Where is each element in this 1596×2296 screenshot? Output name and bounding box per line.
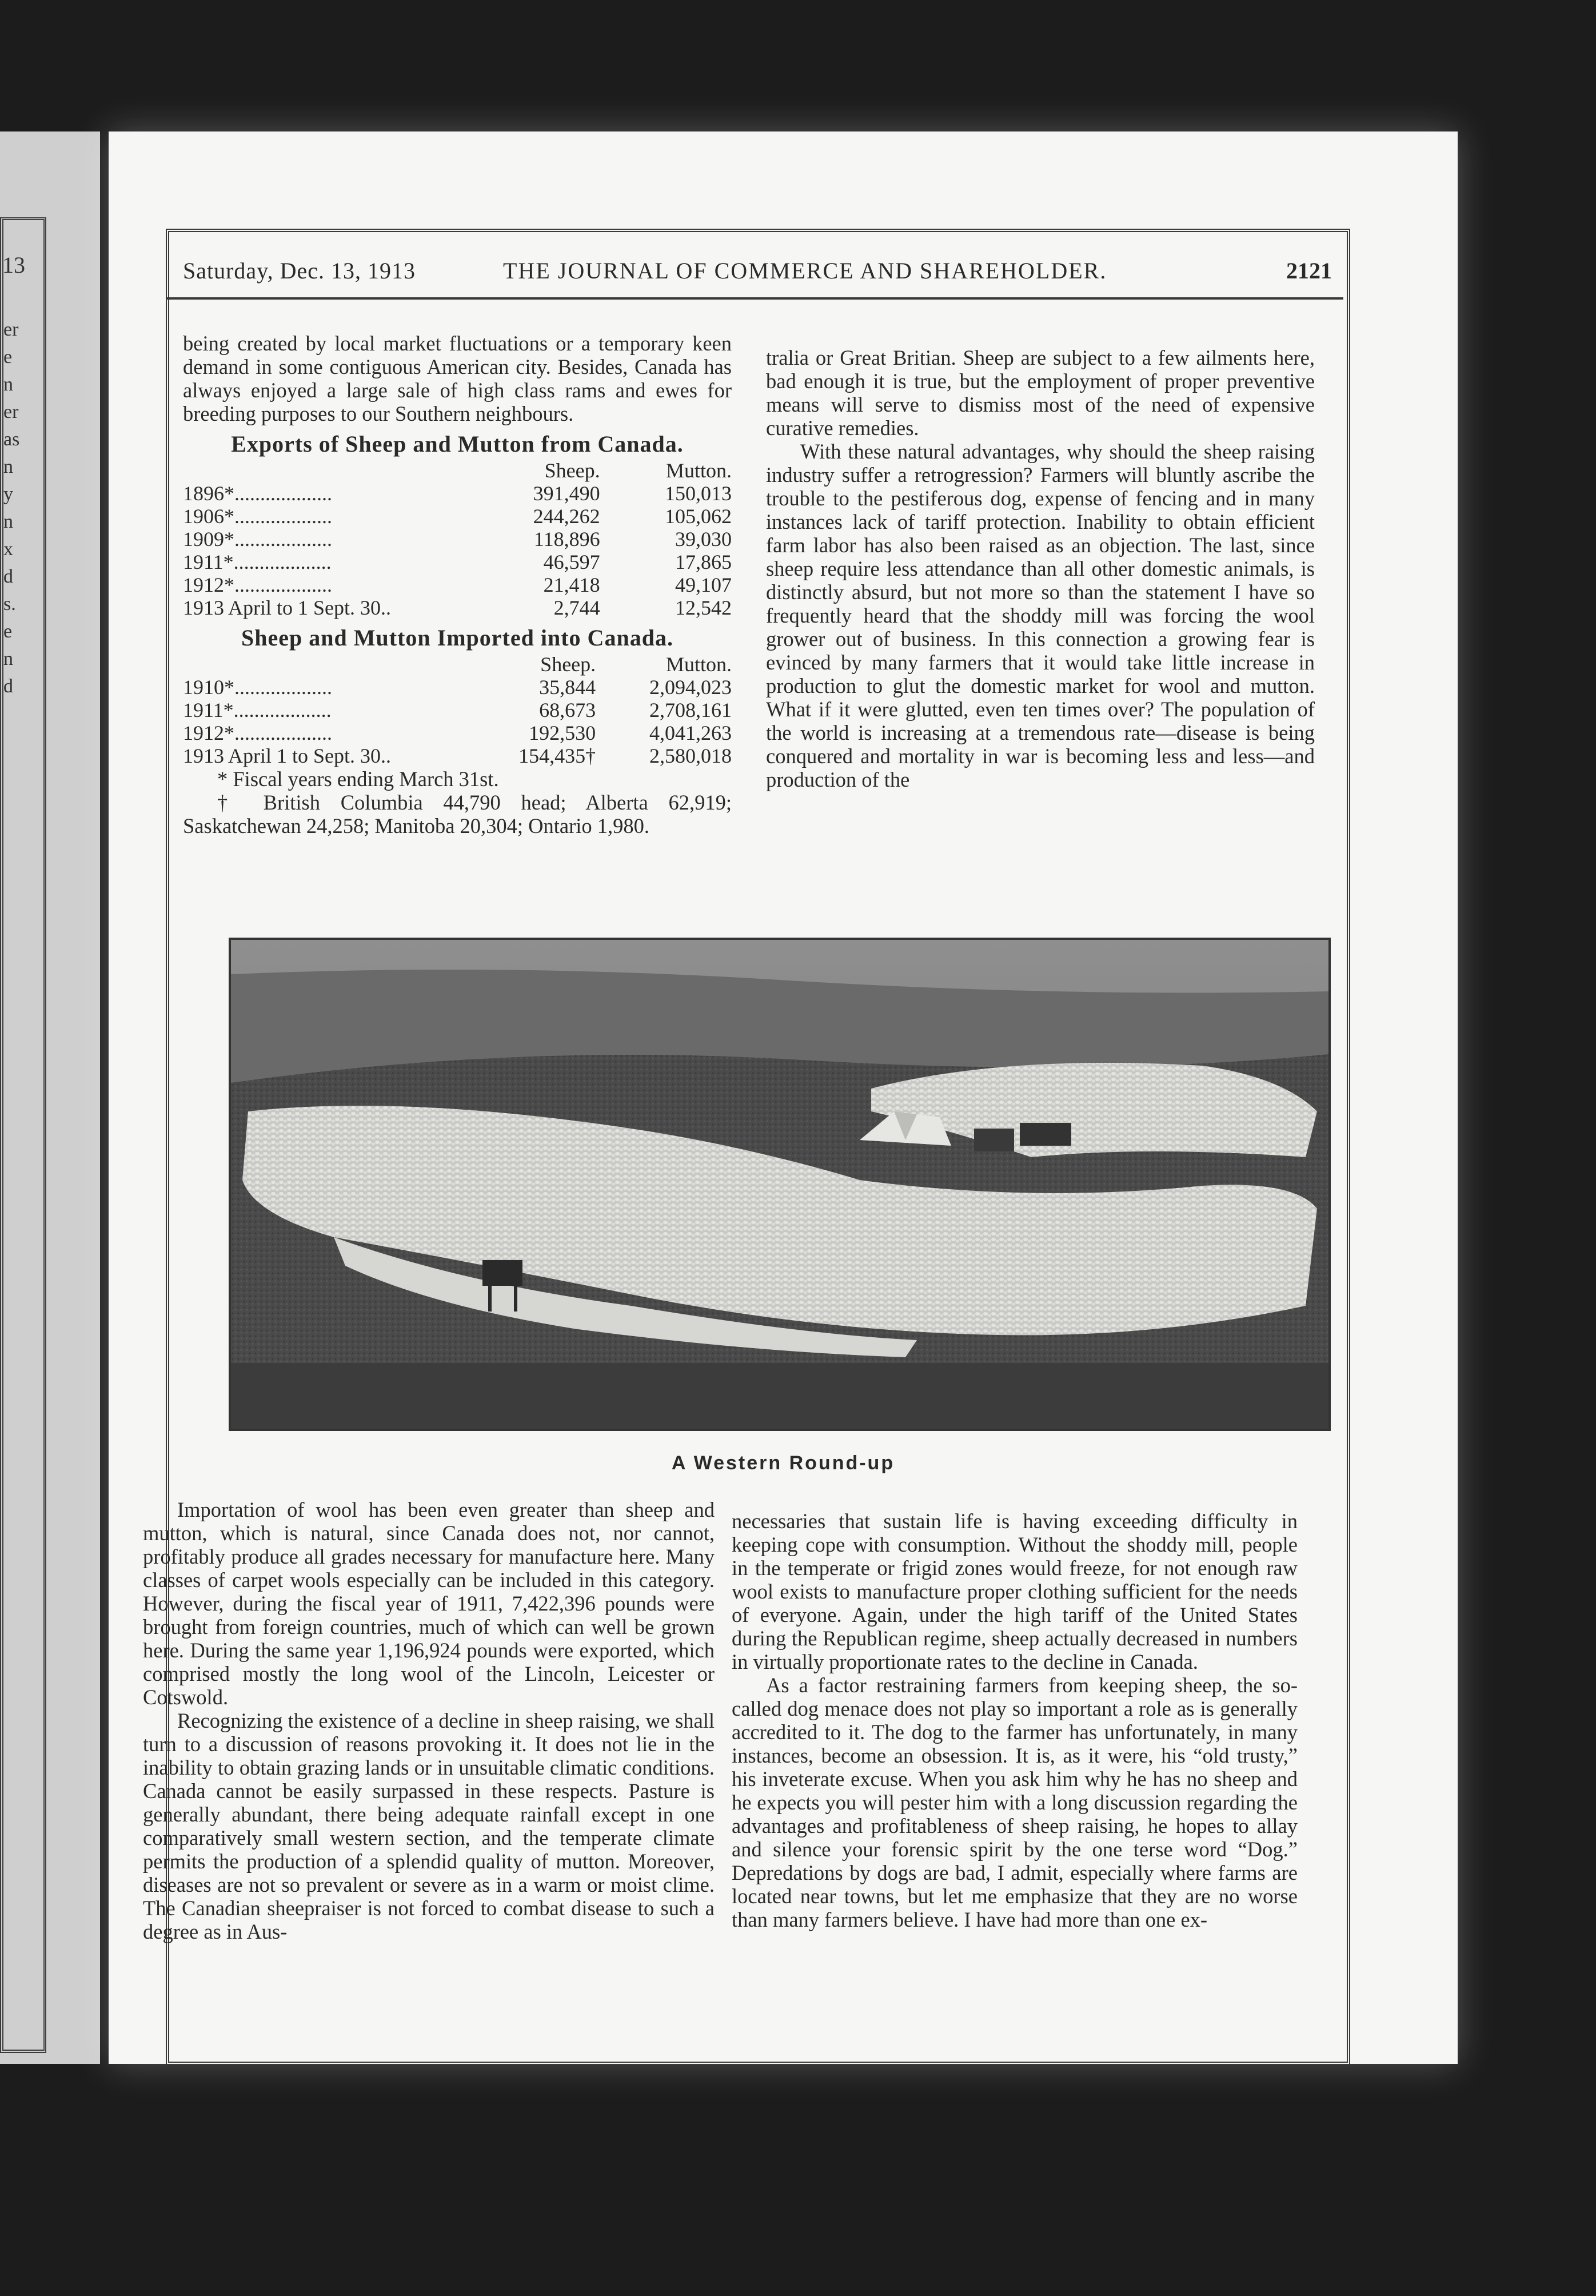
sheep-value: 244,262 bbox=[533, 505, 600, 528]
table-row bbox=[183, 505, 732, 528]
column-top-right bbox=[766, 346, 1315, 791]
running-header bbox=[177, 257, 1338, 292]
header-date: Saturday, Dec. 13, 1913 bbox=[183, 258, 416, 284]
table-row bbox=[183, 528, 732, 551]
mutton-value: 2,094,023 bbox=[649, 676, 732, 699]
text-fragment: s. bbox=[3, 593, 16, 615]
text-fragment: d bbox=[3, 676, 13, 697]
page-number: 2121 bbox=[1286, 258, 1332, 284]
mutton-value: 2,708,161 bbox=[649, 699, 732, 722]
mutton-value: 2,580,018 bbox=[649, 744, 732, 767]
row-label: 1912*................... bbox=[183, 573, 332, 596]
mutton-value: 17,865 bbox=[675, 551, 732, 573]
header-rule bbox=[166, 297, 1343, 300]
exports-table-title: Exports of Sheep and Mutton from Canada. bbox=[231, 431, 684, 457]
mutton-value: 105,062 bbox=[665, 505, 732, 528]
sheep-value: 46,597 bbox=[543, 551, 600, 573]
text-fragment: d bbox=[3, 566, 13, 587]
row-label: 1909*................... bbox=[183, 528, 332, 551]
column-header: Mutton. bbox=[665, 653, 732, 676]
figure-caption: A Western Round-up bbox=[671, 1452, 895, 1474]
mutton-value: 39,030 bbox=[675, 528, 732, 551]
journal-page bbox=[109, 131, 1458, 2064]
paragraph: With these natural advantages, why should the sheep raising industry suffer a retrogression? Farmers will bluntly ascribe the trouble to the pestiferous dog, expense of fencing and in many instances lack of tariff protection. Inability to obtain efficient farm labor has also been raised as an objection. The last, since sheep require less attendance than all other domestic animals, is distinctly absurd, but not more so than the statement I have so frequently heard that the shoddy mill was forcing the wool grower out of business. In this connection a growing fear is evinced by many farmers that it would take little increase in production to glut the domestic market for wool and mutton. What if it were glutted, even ten times over? The population of the world is increasing at a tremendous rate—disease is being conquered and mortality in war is becoming less and less—and production of the bbox=[766, 440, 1315, 791]
journal-title: THE JOURNAL OF COMMERCE AND SHAREHOLDER. bbox=[503, 258, 1107, 284]
facing-page-number: 13 bbox=[2, 252, 25, 278]
column-bottom-right bbox=[732, 1509, 1298, 1931]
table-header-row bbox=[183, 653, 732, 676]
table-row bbox=[183, 551, 732, 573]
table-row bbox=[183, 482, 732, 505]
sheep-value: 154,435† bbox=[518, 744, 596, 767]
column-header: Sheep. bbox=[544, 459, 600, 482]
column-top-left bbox=[183, 332, 732, 838]
column-bottom-left bbox=[143, 1498, 715, 1943]
column-header: Sheep. bbox=[540, 653, 596, 676]
text-fragment: n bbox=[3, 374, 13, 395]
text-fragment: n bbox=[3, 648, 13, 669]
sheep-value: 192,530 bbox=[529, 722, 596, 744]
flock-photograph bbox=[231, 940, 1328, 1429]
table-header-row bbox=[183, 459, 732, 482]
mutton-value: 49,107 bbox=[675, 573, 732, 596]
row-label: 1911*................... bbox=[183, 699, 332, 722]
table-row bbox=[183, 722, 732, 744]
text-fragment: e bbox=[3, 621, 13, 642]
paragraph: tralia or Great Britian. Sheep are subject to a few ailments here, bad enough it is true, but the employment of proper preventive means will serve to dismiss most of the need of expensive curative remedies. bbox=[766, 346, 1315, 440]
exports-table bbox=[183, 459, 732, 619]
table-row bbox=[183, 744, 732, 767]
sheep-value: 2,744 bbox=[553, 596, 600, 619]
imports-table-title: Sheep and Mutton Imported into Canada. bbox=[241, 625, 673, 651]
imports-table bbox=[183, 653, 732, 767]
row-label: 1906*................... bbox=[183, 505, 332, 528]
text-fragment: n bbox=[3, 511, 13, 532]
row-label: 1896*................... bbox=[183, 482, 332, 505]
text-fragment: n bbox=[3, 456, 13, 477]
text-fragment: er bbox=[3, 401, 19, 422]
footnote-provinces: † British Columbia 44,790 head; Alberta 62,919; Saskatchewan 24,258; Manitoba 20,304; Ontario 1,980. bbox=[183, 791, 732, 838]
text-fragment: e bbox=[3, 346, 13, 368]
intro-paragraph: being created by local market fluctuations or a temporary keen demand in some contiguous American city. Besides, Canada has always enjoyed a large sale of high class rams and ewes for breeding purposes to our Southern neighbours. bbox=[183, 332, 732, 425]
text-fragment: as bbox=[3, 429, 20, 450]
text-fragment: y bbox=[3, 484, 13, 505]
row-label: 1913 April to 1 Sept. 30.. bbox=[183, 596, 392, 619]
row-label: 1911*................... bbox=[183, 551, 332, 573]
facing-page bbox=[0, 131, 100, 2064]
mutton-value: 4,041,263 bbox=[649, 722, 732, 744]
mutton-value: 150,013 bbox=[665, 482, 732, 505]
paragraph: As a factor restraining farmers from keeping sheep, the so-called dog menace does not play so important a role as is generally accredited to it. The dog to the farmer has unfortunately, in many instances, become an obsession. It is, as it were, his “old trusty,” his inveterate excuse. When you ask him why he has no sheep and he expects you will pester him with a long discussion regarding the advantages and profitableness of sheep raising, he hopes to allay and silence your forensic spirit by the one terse word “Dog.” Depredations by dogs are bad, I admit, especially where farms are located near towns, but let me emphasize that they are no worse than many farmers believe. I have had more than one ex- bbox=[732, 1673, 1298, 1931]
row-label: 1910*................... bbox=[183, 676, 332, 699]
column-header: Mutton. bbox=[665, 459, 732, 482]
sheep-value: 21,418 bbox=[543, 573, 600, 596]
text-fragment: x bbox=[3, 539, 13, 560]
sheep-value: 118,896 bbox=[533, 528, 600, 551]
text-fragment: er bbox=[3, 319, 19, 340]
mutton-value: 12,542 bbox=[675, 596, 732, 619]
paragraph: Importation of wool has been even greater than sheep and mutton, which is natural, since Canada does not, nor cannot, profitably produce all grades necessary for manufacture here. Many classes of carpet wools especially can be included in this category. However, during the fiscal year of 1911, 7,422,396 pounds were brought from foreign countries, much of which can well be grown here. During the same year 1,196,924 pounds were exported, which comprised mostly the long wool of the Lincoln, Leicester or Cotswold. bbox=[143, 1498, 715, 1709]
photo-western-round-up bbox=[229, 938, 1331, 1431]
table-row bbox=[183, 676, 732, 699]
table-row bbox=[183, 699, 732, 722]
sheep-value: 35,844 bbox=[539, 676, 596, 699]
paragraph: necessaries that sustain life is having exceeding difficulty in keeping cope with consumption. Without the shoddy mill, people in the temperate or frigid zones would freeze, for not enough raw wool exists to manufacture proper clothing sufficient for the needs of everyone. Again, under the high tariff of the United States during the Republican regime, sheep actually decreased in numbers in virtually proportionate rates to the decline in Canada. bbox=[732, 1509, 1298, 1673]
table-row bbox=[183, 596, 732, 619]
table-row bbox=[183, 573, 732, 596]
paragraph: Recognizing the existence of a decline in sheep raising, we shall turn to a discussion of reasons provoking it. It does not lie in the inability to obtain grazing lands or in unsuitable climatic conditions. Canada cannot be easily surpassed in these respects. Pasture is generally abundant, there being adequate rainfall except in one comparatively small western section, and the temperate climate permits the production of a splendid quality of mutton. Moreover, diseases are not so prevalent or severe as in a warm or moist clime. The Canadian sheepraiser is not forced to combat disease to such a degree as in Aus- bbox=[143, 1709, 715, 1943]
footnote-fiscal-years: * Fiscal years ending March 31st. bbox=[217, 767, 499, 791]
sheep-value: 68,673 bbox=[539, 699, 596, 722]
row-label: 1913 April 1 to Sept. 30.. bbox=[183, 744, 392, 767]
row-label: 1912*................... bbox=[183, 722, 332, 744]
sheep-value: 391,490 bbox=[533, 482, 600, 505]
